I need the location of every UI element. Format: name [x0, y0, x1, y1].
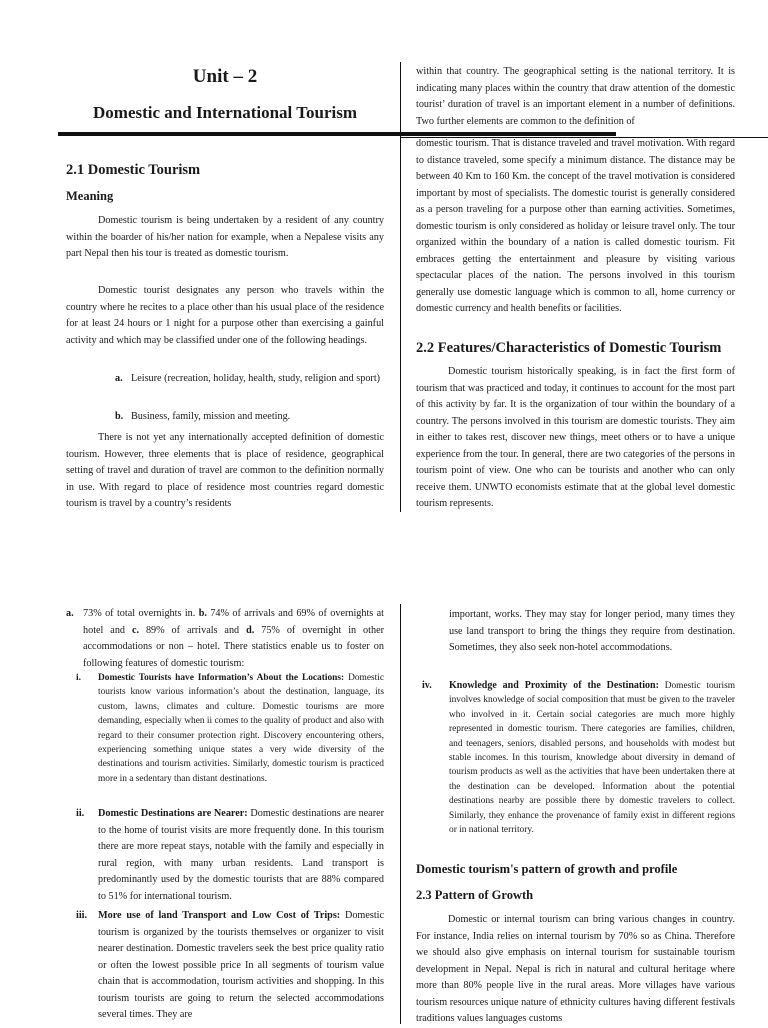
feature-heading: Knowledge and Proximity of the Destination: [449, 680, 659, 691]
column-divider-top [400, 62, 401, 512]
feature-text: Domestic tourism involves knowledge of social composition that must be given to the traveler who involved in it. Certain social categories are much more highly represented in domestic tourism. There categories are families, children, and teenagers, seniors, disabled persons, and households with modest but stable incomes. In this tourism, knowledge about diversity in demand of tourism products as well as the activities that have been undertaken there at the destination can be developed. Information about the potential destinations nearby are possible there by domestic travelers to collect. Similarly, they enhance the provenance of family exist in different regions or in national territory. [449, 681, 736, 836]
list-label: iii. [76, 910, 88, 921]
list-text: Leisure (recreation, holiday, health, study, religion and sport) [131, 373, 381, 384]
paragraph-pattern-of-growth: Domestic or internal tourism can bring various changes in country. For instance, India relies on internal tourism by 70% so as China. Therefore we should also give emphasis on internal tourism for sustainable tourism development in Nepal. Nepal is rich in natural and cultural heritage where more than 80% people live in the rural areas. More villages have various tourism resources unique nature of ethnicity cultures having different festivals traditions values languages customs [416, 914, 735, 1024]
feature-heading: Domestic Destinations are Nearer: [98, 808, 248, 819]
meaning-heading: Meaning [66, 189, 114, 203]
paragraph-meaning: Domestic tourism is being undertaken by a resident of any country within the boarder of his/her nation for example, when a Nepalese visits any part Nepal then his tour is treated as domestic tourism. [66, 215, 384, 259]
list-text: Business, family, mission and meeting. [131, 411, 291, 422]
list-label: ii. [76, 808, 85, 819]
unit-title: Unit – 2 [192, 66, 258, 87]
list-item-a [115, 371, 384, 388]
list-label: b. [115, 411, 124, 422]
chapter-title: Domestic and International Tourism [93, 103, 357, 122]
feature-body [98, 908, 384, 1024]
paragraph-domestic-tourist: Domestic tourist designates any person who travels within the country where he recites to a place other than his usual place of the residence for at least 24 hours or 1 night for a purpose other than exercising a gainful activity and which may be classified under one of the following headings. [66, 285, 384, 346]
feature-item-1 [76, 671, 384, 786]
feature-text: Domestic destinations are nearer to the home of tourist visits are more frequently done. In this tourism there are more repeat stays, notable with the family and especially in rural region, with many urban residents. Land transport is predominantly used by the domestic tourists that are 88% compared to 51% for international tourism. [98, 808, 385, 902]
list-label: iv. [422, 680, 432, 691]
column-divider-bottom [400, 604, 401, 1024]
feature-body [449, 679, 735, 837]
paragraph-definition: There is not yet any internationally accepted definition of domestic tourism. However, three elements that is place of residence, geographical setting of travel and duration of travel are common to the definition normally in use. With regard to place of residence most countries regard domestic tourism is travel by a country’s residents [66, 432, 384, 509]
paragraph-features-intro: Domestic tourism historically speaking, is in fact the first form of tourism that was practiced and today, it continues to account for the most part of this activity by far. It is the organization of tour within the boundary of a country. The persons involved in this tourism are domestic tourists. They aim in either to takes rest, discover new things, meet others or to have a unique experience from the tour. In general, there are two categories of the persons in tourism point of view. One who can be tourists and another who can only receive them. UNWTO economists estimate that at the global level domestic tourism represents. [416, 366, 735, 509]
list-label: i. [76, 673, 81, 683]
list-label: a. [66, 608, 74, 619]
feature-body [98, 806, 384, 905]
section-2-2-heading: 2.2 Features/Characteristics of Domestic Tourism [416, 340, 722, 356]
list-item-b [115, 409, 384, 426]
statistics-item [66, 606, 384, 672]
paragraph-distance-motivation: domestic tourism. That is distance traveled and travel motivation. With regard to distance traveled, some specify a minimum distance. The distance may be between 40 Km to 160 Km. the concept of the travel motivation is considered important by most of specialists. The domestic tourist is generally considered as a person traveling for a purpose other than earning activities. Sometimes, domestic tourism is only considered as holiday or leisure travel only. The tour organized within the boundary of a nation is called domestic tourism. Fit embraces getting the entertainment and pleasure by visiting various spectacular places of the nation. The persons involved in this tourism generally use domestic language which is common to all, home currency or domestic currency and health benefits or facilities. [416, 138, 735, 314]
feature-item-4 [422, 679, 735, 837]
feature-heading: More use of land Transport and Low Cost of Trips: [98, 910, 341, 921]
pattern-heading: Domestic tourism's pattern of growth and profile [416, 862, 678, 876]
paragraph-geographical-setting: within that country. The geographical setting is the national territory. It is indicating many places within the country that draw attention of the domestic tourist’ duration of travel is an important element in a number of definitions. Two further elements are common to the definition of [416, 66, 735, 127]
feature-3-continued: important, works. They may stay for longer period, many times they use land transport to bring the things they require from destination. Sometimes, they also seek non-hotel accommodations. [449, 609, 735, 653]
feature-body [98, 671, 384, 786]
feature-item-2 [76, 806, 384, 905]
feature-text: Domestic tourists know various information’s about the destination, language, its custom, lawns, climates and culture. Domestic tourisms are more demanding, especially when ii comes to the quality of product and also with regard to their consumer protection right. Discovery encountering others, experiencing something unique states a very wide diversity of the destinations and tourism activities. Similarly, domestic tourism is practiced more in a sedentary than distant destinations. [98, 673, 385, 784]
section-2-3-heading: 2.3 Pattern of Growth [416, 888, 534, 902]
feature-heading: Domestic Tourists have Information’s About the Locations: [98, 673, 345, 683]
feature-text: Domestic tourism is organized by the tourists themselves or organizer to visit nearer destination. Domestic travelers seek the best price quality ratio or often the lowest possible price In all segments of tourism value chain that is accommodation, tourism activities and shopping. In this tourism tourists are going to return the selected accommodations several times. They are [98, 910, 385, 1020]
statistics-text: 73% of total overnights in. b. 74% of arrivals and 69% of overnights at hotel and c. 89% of arrivals and d. 75% of overnight in other accommodations or non – hotel. There statistics enable us to foster on following features of domestic tourism: [83, 608, 385, 669]
section-2-1-heading: 2.1 Domestic Tourism [66, 162, 201, 178]
list-label: a. [115, 373, 123, 384]
feature-item-3 [76, 908, 384, 1024]
